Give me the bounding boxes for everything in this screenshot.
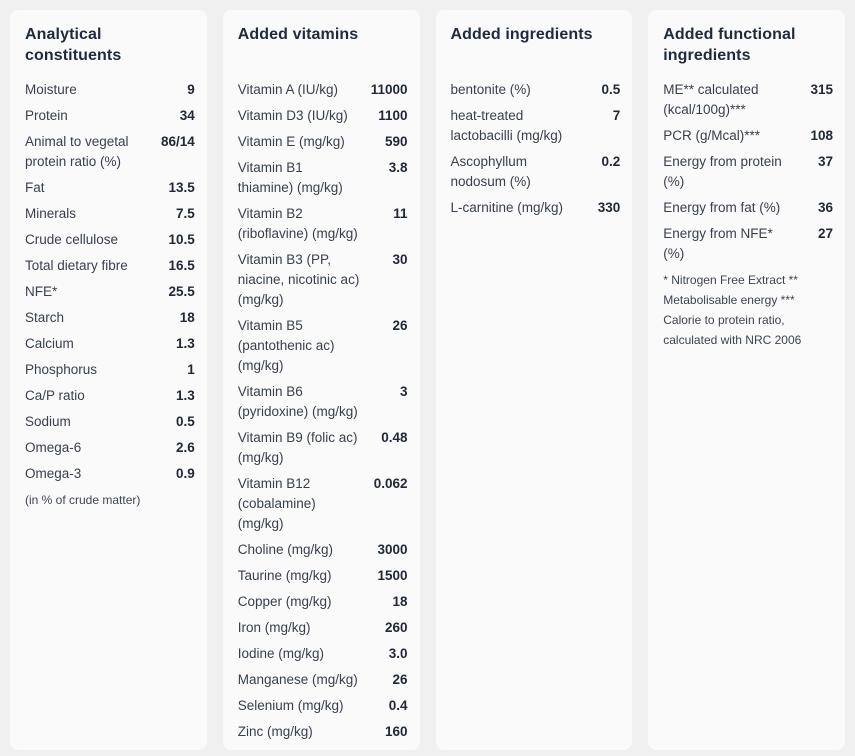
- nutrient-row: [238, 566, 408, 586]
- nutrient-row: [663, 80, 833, 120]
- nutrient-value: 26: [392, 318, 408, 333]
- nutrient-value: 1100: [378, 108, 408, 123]
- card-rows: [451, 80, 621, 218]
- nutrient-value: 0.5: [175, 414, 195, 429]
- nutrient-row: [25, 334, 195, 354]
- nutrient-row: [663, 152, 833, 192]
- nutrient-label: Iodine (mg/kg): [237, 646, 325, 661]
- nutrient-label: Sodium: [25, 414, 71, 429]
- nutrient-value: 7.5: [175, 206, 195, 221]
- nutrient-label: Zinc (mg/kg): [237, 724, 313, 739]
- card-title: Added ingredients: [450, 26, 593, 43]
- nutrient-row: [25, 308, 195, 328]
- nutrient-row: [238, 106, 408, 126]
- nutrient-row: [25, 438, 195, 458]
- nutrient-row: [238, 696, 408, 716]
- nutrient-row: [25, 178, 195, 198]
- nutrient-value: 11000: [370, 82, 408, 97]
- nutrient-label: Vitamin B12 (cobalamine) (mg/kg): [237, 476, 316, 531]
- nutrient-row: [451, 80, 621, 100]
- nutrient-value: 260: [384, 620, 408, 635]
- nutrient-row: [238, 540, 408, 560]
- nutrient-label: Crude cellulose: [25, 232, 119, 247]
- card-footnote: (in % of crude matter): [25, 493, 141, 507]
- nutrient-value: 30: [392, 252, 408, 267]
- nutrient-value: 2.6: [175, 440, 195, 455]
- nutrient-value: 0.2: [601, 154, 621, 169]
- nutrient-row: [238, 316, 408, 376]
- nutrient-label: Choline (mg/kg): [237, 542, 334, 557]
- nutrient-row: [238, 132, 408, 152]
- nutrient-label: Energy from NFE*(%): [663, 226, 773, 261]
- nutrient-label: Vitamin B6 (pyridoxine) (mg/kg): [237, 384, 358, 419]
- nutrient-value: 18: [392, 594, 408, 609]
- nutrient-row: [238, 474, 408, 534]
- nutrient-label: bentonite (%): [450, 82, 531, 97]
- nutrient-label: PCR (g/Mcal)***: [663, 128, 761, 143]
- nutrient-label: Omega-6: [25, 440, 82, 455]
- nutrient-row: [238, 204, 408, 244]
- nutrient-row: [25, 256, 195, 276]
- nutrient-value: 7: [612, 108, 621, 123]
- nutrient-label: Protein: [25, 108, 68, 123]
- nutrient-label: Minerals: [25, 206, 77, 221]
- nutrient-label: Vitamin B5 (pantothenic ac) (mg/kg): [237, 318, 335, 373]
- nutrient-label: Manganese (mg/kg): [237, 672, 358, 687]
- nutrient-row: [25, 230, 195, 250]
- nutrient-label: Selenium (mg/kg): [237, 698, 344, 713]
- nutrient-value: 26: [392, 672, 408, 687]
- nutrient-label: Animal to vegetal protein ratio (%): [25, 134, 129, 169]
- nutrient-value: 11: [393, 206, 408, 221]
- nutrient-label: ME** calculated (kcal/100g)***: [663, 82, 759, 117]
- nutrient-label: Copper (mg/kg): [237, 594, 332, 609]
- nutrient-value: 108: [810, 128, 833, 143]
- nutrient-row: [238, 722, 408, 742]
- nutrient-row: [238, 618, 408, 638]
- nutrient-label: heat-treated lactobacilli (mg/kg): [450, 108, 563, 143]
- nutrient-row: [238, 592, 408, 612]
- nutrient-row: [25, 464, 195, 484]
- nutrient-row: [451, 106, 621, 146]
- nutrient-label: Starch: [25, 310, 65, 325]
- nutrient-row: [25, 132, 195, 172]
- nutrient-label: Vitamin B1 thiamine) (mg/kg): [237, 160, 343, 195]
- nutrient-label: Moisture: [25, 82, 77, 97]
- nutrient-value: 3.8: [388, 160, 408, 175]
- nutrient-label: Vitamin D3 (IU/kg): [237, 108, 348, 123]
- nutrient-value: 1.3: [175, 388, 195, 403]
- nutrient-label: Vitamin A (IU/kg): [237, 82, 339, 97]
- nutrient-value: 1: [187, 362, 195, 377]
- nutrient-row: [238, 250, 408, 310]
- nutrient-value: 37: [817, 154, 833, 169]
- nutrient-label: Fat: [25, 180, 45, 195]
- nutrient-label: Ascophyllum nodosum (%): [450, 154, 531, 189]
- nutrient-value: 25.5: [168, 284, 195, 299]
- nutrient-row: [238, 158, 408, 198]
- nutrient-value: 3000: [377, 542, 408, 557]
- nutrient-row: [25, 204, 195, 224]
- nutrient-label: Iron (mg/kg): [237, 620, 311, 635]
- card-rows: [25, 80, 195, 484]
- nutrient-value: 330: [597, 200, 621, 215]
- nutrient-label: Taurine (mg/kg): [237, 568, 332, 583]
- nutrient-value: 34: [179, 108, 195, 123]
- nutrition-card: [436, 10, 633, 750]
- card-rows: [663, 80, 833, 264]
- nutrient-row: [238, 428, 408, 468]
- nutrient-value: 590: [384, 134, 408, 149]
- nutrient-label: Ca/P ratio: [25, 388, 85, 403]
- nutrient-value: 18: [179, 310, 195, 325]
- card-title: Analytical constituents: [25, 26, 122, 64]
- nutrient-row: [25, 412, 195, 432]
- nutrient-value: 0.5: [601, 82, 621, 97]
- nutrient-label: Vitamin B9 (folic ac) (mg/kg): [237, 430, 358, 465]
- nutrient-label: Vitamin E (mg/kg): [237, 134, 345, 149]
- nutrient-value: 16.5: [168, 258, 195, 273]
- nutrient-value: 0.48: [381, 430, 408, 445]
- nutrient-label: NFE*: [25, 284, 58, 299]
- nutrient-row: [663, 198, 833, 218]
- nutrient-value: 9: [187, 82, 195, 97]
- nutrient-row: [25, 386, 195, 406]
- nutrient-label: Energy from fat (%): [663, 200, 781, 215]
- nutrient-value: 1.3: [175, 336, 195, 351]
- nutrient-value: 27: [817, 226, 833, 241]
- nutrient-label: Vitamin B3 (PP, niacine, nicotinic ac) (mg/kg): [237, 252, 360, 307]
- nutrient-value: 3.0: [388, 646, 408, 661]
- nutrient-label: Total dietary fibre: [25, 258, 128, 273]
- nutrient-row: [25, 282, 195, 302]
- card-title: Added vitamins: [237, 26, 359, 43]
- nutrient-row: [25, 106, 195, 126]
- card-rows: [238, 80, 408, 742]
- nutrient-row: [663, 224, 833, 264]
- nutrient-row: [663, 126, 833, 146]
- nutrient-value: 13.5: [168, 180, 195, 195]
- nutrient-row: [238, 80, 408, 100]
- nutrient-row: [238, 644, 408, 664]
- nutrition-card: [223, 10, 420, 750]
- nutrient-row: [25, 360, 195, 380]
- nutrient-value: 1500: [377, 568, 408, 583]
- nutrient-row: [451, 152, 621, 192]
- nutrition-card: [10, 10, 207, 750]
- nutrient-value: 36: [817, 200, 833, 215]
- nutrient-row: [25, 80, 195, 100]
- nutrient-label: Omega-3: [25, 466, 82, 481]
- nutrient-value: 160: [384, 724, 408, 739]
- nutrient-label: Phosphorus: [25, 362, 98, 377]
- nutrient-value: 315: [810, 82, 833, 97]
- nutrient-value: 0.9: [175, 466, 195, 481]
- nutrient-label: Energy from protein (%): [663, 154, 782, 189]
- nutrient-value: 10.5: [168, 232, 195, 247]
- nutrient-label: Calcium: [25, 336, 74, 351]
- nutrition-card: [648, 10, 845, 750]
- card-footnote: * Nitrogen Free Extract ** Metabolisable energy *** Calorie to protein ratio, calculated with NRC 2006: [663, 273, 802, 347]
- nutrient-value: 3: [399, 384, 408, 399]
- nutrient-value: 0.062: [373, 476, 408, 491]
- nutrient-label: L-carnitine (mg/kg): [450, 200, 564, 215]
- nutrient-value: 0.4: [388, 698, 408, 713]
- nutrient-label: Vitamin B2 (riboflavine) (mg/kg): [237, 206, 358, 241]
- nutrient-row: [451, 198, 621, 218]
- nutrient-value: 86/14: [160, 134, 195, 149]
- card-title: Added functional ingredients: [663, 26, 796, 64]
- nutrient-row: [238, 382, 408, 422]
- nutrient-row: [238, 670, 408, 690]
